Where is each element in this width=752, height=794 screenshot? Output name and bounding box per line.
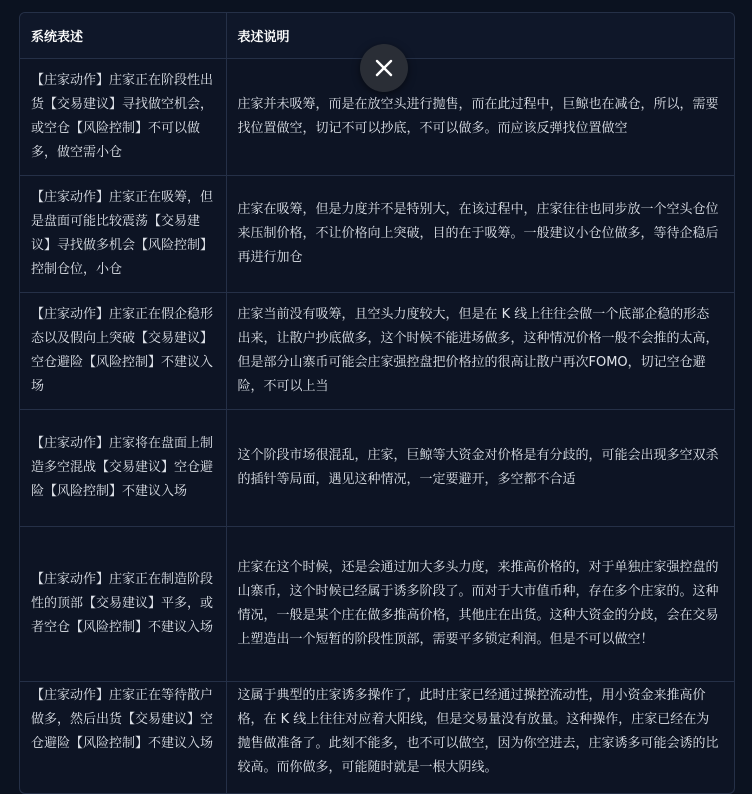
explain-cell-text: 这属于典型的庄家诱多操作了，此时庄家已经通过操控流动性，用小资金来推高价格，在 K 线上往往对应着大阳线，但是交易量没有放量。这种操作，庄家已经在为抛售做准备了。此刻不能多，也不可以做空，因为你空进去，庄家诱多可能会诱的比较高。而你做多，可能随时就是一根大阴线。: [238, 682, 721, 780]
system-cell: 【庄家动作】庄家正在阶段性出货【交易建议】寻找做空机会，或空仓【风险控制】不可以做多，做空需小仓: [20, 59, 226, 176]
system-cell: [20, 682, 226, 794]
explain-cell: 这个阶段市场很混乱，庄家，巨鲸等大资金对价格是有分歧的，可能会出现多空双杀的插针等局面，遇见这种情况，一定要避开，多空都不合适: [226, 410, 734, 527]
table-row: [20, 176, 734, 293]
explain-cell: 庄家并未吸筹，而是在放空头进行抛售，而在此过程中，巨鲸也在减仓，所以，需要找位置做空，切记不可以抄底，不可以做多。而应该反弹找位置做空: [226, 59, 734, 176]
system-cell-text: 【庄家动作】庄家正在等待散户做多，然后出货【交易建议】空仓避险【风险控制】不建议入场: [31, 682, 215, 756]
table-row: [20, 293, 734, 410]
system-cell: 【庄家动作】庄家正在假企稳形态以及假向上突破【交易建议】空仓避险【风险控制】不建议入场: [20, 293, 226, 410]
close-button[interactable]: [360, 44, 408, 92]
explain-cell: 庄家当前没有吸筹，且空头力度较大，但是在 K 线上往往会做一个底部企稳的形态出来，让散户抄底做多，这个时候不能进场做多，这种情况价格一般不会推的太高，但是部分山寨币可能会庄家强控盘把价格拉的很高让散户再次FOMO，切记空仓避险，不可以上当: [226, 293, 734, 410]
table-row: [20, 527, 734, 682]
strategy-table: [20, 13, 734, 794]
header-system-description: 系统表述: [20, 13, 226, 59]
header-explanation: 表述说明: [226, 13, 734, 59]
system-cell: 【庄家动作】庄家将在盘面上制造多空混战【交易建议】空仓避险【风险控制】不建议入场: [20, 410, 226, 527]
system-cell: 【庄家动作】庄家正在制造阶段性的顶部【交易建议】平多，或者空仓【风险控制】不建议入场: [20, 527, 226, 682]
strategy-table-container: [19, 12, 735, 794]
table-row: [20, 682, 734, 794]
system-cell: 【庄家动作】庄家正在吸筹，但是盘面可能比较震荡【交易建议】寻找做多机会【风险控制】控制仓位，小仓: [20, 176, 226, 293]
explain-cell: [226, 682, 734, 794]
explain-cell: 庄家在吸筹，但是力度并不是特别大，在该过程中，庄家往往也同步放一个空头仓位来压制价格，不让价格向上突破，目的在于吸筹。一般建议小仓位做多，等待企稳后再进行加仓: [226, 176, 734, 293]
close-icon: [375, 59, 393, 77]
table-row: [20, 410, 734, 527]
explain-cell: 庄家在这个时候，还是会通过加大多头力度，来推高价格的，对于单独庄家强控盘的山寨币，这个时候已经属于诱多阶段了。而对于大市值币种，存在多个庄家的。这种情况，一般是某个庄在做多推高价格，其他庄在出货。这种大资金的分歧，会在交易上塑造出一个短暂的阶段性顶部，需要平多锁定利润。但是不可以做空！: [226, 527, 734, 682]
